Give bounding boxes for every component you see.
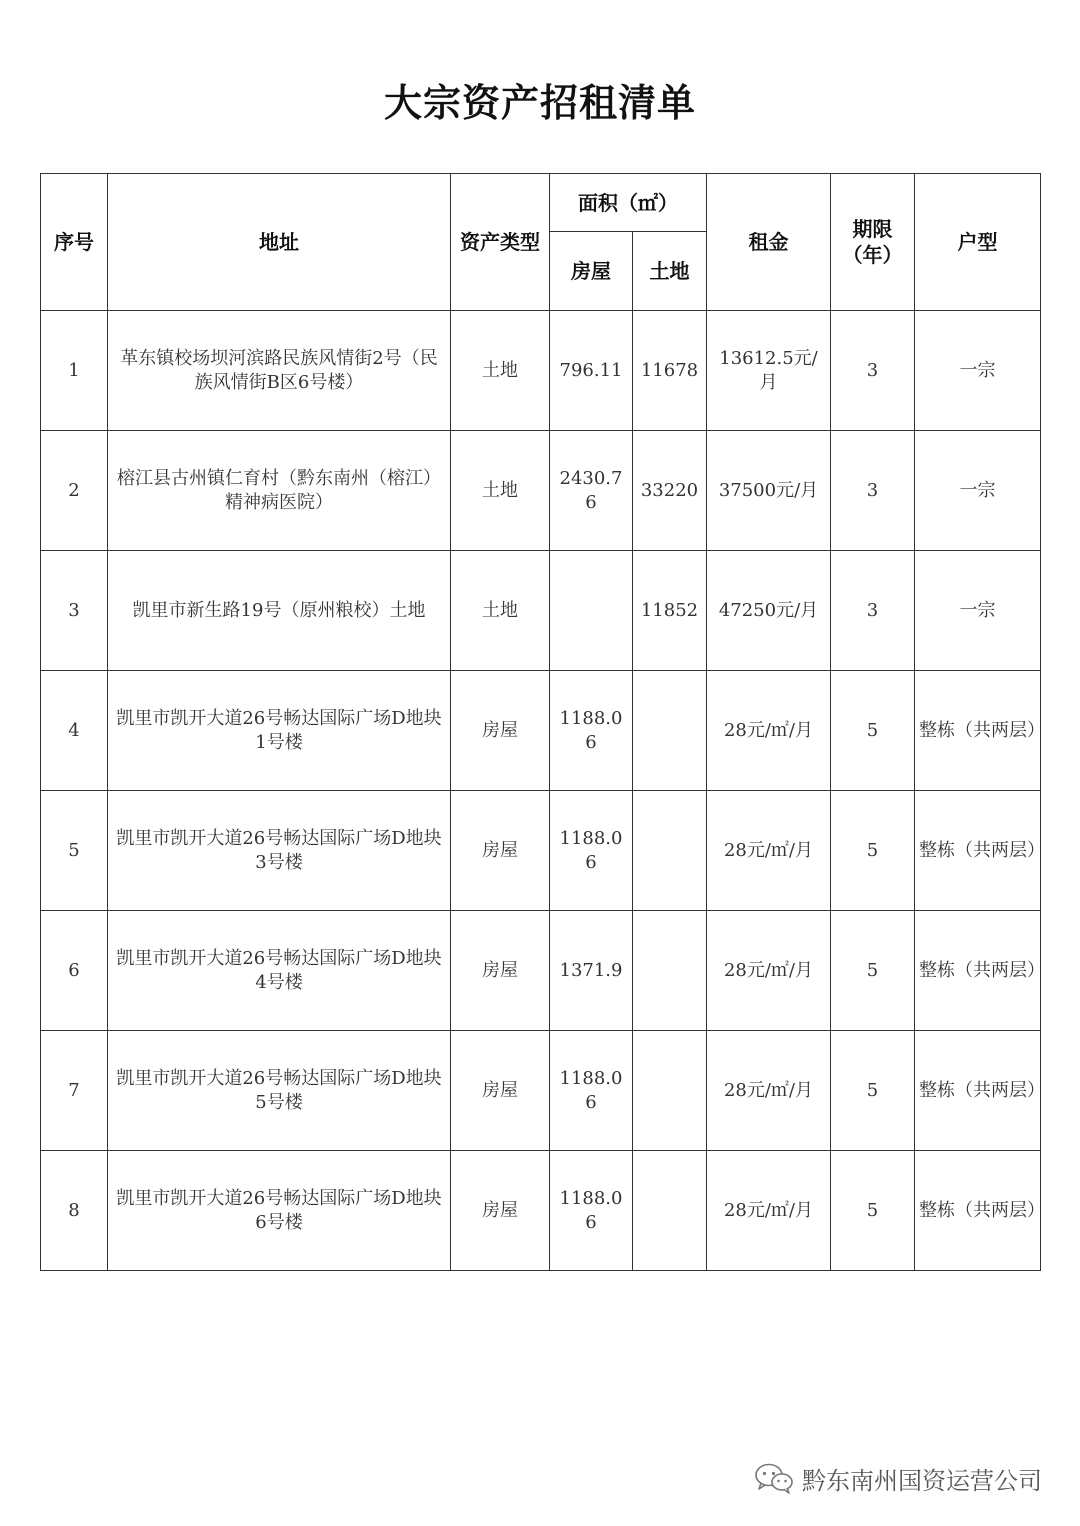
cell-term: 5 [831,911,915,1031]
cell-asset-type: 房屋 [451,1151,550,1271]
cell-area-land [633,911,707,1031]
table-row [41,671,1041,791]
cell-rent: 37500元/月 [707,431,831,551]
header-area: 面积（㎡） [550,174,707,232]
header-term: 期限（年） [831,174,915,311]
cell-unit-type: 整栋（共两层） [915,1031,1041,1151]
cell-unit-type: 一宗 [915,311,1041,431]
cell-area-house: 1371.9 [550,911,633,1031]
cell-asset-type: 土地 [451,551,550,671]
cell-unit-type: 一宗 [915,431,1041,551]
cell-address: 凯里市凯开大道26号畅达国际广场D地块6号楼 [108,1151,451,1271]
cell-term: 3 [831,431,915,551]
cell-index: 8 [41,1151,108,1271]
cell-area-house: 1188.06 [550,791,633,911]
table-row [41,1031,1041,1151]
cell-unit-type: 整栋（共两层） [915,1151,1041,1271]
cell-index: 5 [41,791,108,911]
cell-rent: 13612.5元/月 [707,311,831,431]
cell-area-land [633,1031,707,1151]
cell-address: 榕江县古州镇仁育村（黔东南州（榕江）精神病医院） [108,431,451,551]
cell-index: 7 [41,1031,108,1151]
cell-address: 凯里市凯开大道26号畅达国际广场D地块1号楼 [108,671,451,791]
cell-area-house [550,551,633,671]
cell-rent: 28元/㎡/月 [707,1151,831,1271]
header-index: 序号 [41,174,108,311]
cell-rent: 28元/㎡/月 [707,671,831,791]
cell-area-house: 2430.76 [550,431,633,551]
cell-area-land: 11852 [633,551,707,671]
cell-rent: 28元/㎡/月 [707,1031,831,1151]
cell-term: 5 [831,1031,915,1151]
table-row [41,431,1041,551]
cell-asset-type: 房屋 [451,911,550,1031]
header-rent: 租金 [707,174,831,311]
header-area-land: 土地 [633,232,707,311]
table-row [41,311,1041,431]
cell-address: 革东镇校场坝河滨路民族风情街2号（民族风情街B区6号楼） [108,311,451,431]
cell-asset-type: 房屋 [451,1031,550,1151]
cell-term: 5 [831,671,915,791]
cell-address: 凯里市新生路19号（原州粮校）土地 [108,551,451,671]
cell-index: 1 [41,311,108,431]
watermark-text: 黔东南州国资运营公司 [802,1466,1042,1495]
cell-area-land: 11678 [633,311,707,431]
cell-area-house: 796.11 [550,311,633,431]
cell-asset-type: 土地 [451,431,550,551]
cell-index: 4 [41,671,108,791]
header-unit-type: 户型 [915,174,1041,311]
cell-area-land: 33220 [633,431,707,551]
cell-area-house: 1188.06 [550,1031,633,1151]
cell-address: 凯里市凯开大道26号畅达国际广场D地块3号楼 [108,791,451,911]
cell-area-house: 1188.06 [550,1151,633,1271]
header-address: 地址 [108,174,451,311]
cell-asset-type: 房屋 [451,791,550,911]
watermark [754,1458,1042,1498]
cell-term: 3 [831,311,915,431]
cell-unit-type: 整栋（共两层） [915,671,1041,791]
cell-index: 2 [41,431,108,551]
asset-table [40,173,1045,1271]
cell-term: 3 [831,551,915,671]
cell-area-land [633,1151,707,1271]
cell-index: 3 [41,551,108,671]
cell-asset-type: 房屋 [451,671,550,791]
cell-unit-type: 整栋（共两层） [915,911,1041,1031]
cell-address: 凯里市凯开大道26号畅达国际广场D地块4号楼 [108,911,451,1031]
table-row [41,1151,1041,1271]
cell-term: 5 [831,1151,915,1271]
cell-index: 6 [41,911,108,1031]
cell-rent: 28元/㎡/月 [707,791,831,911]
header-area-house: 房屋 [550,232,633,311]
table-row [41,791,1041,911]
cell-asset-type: 土地 [451,311,550,431]
table-row [41,911,1041,1031]
cell-rent: 47250元/月 [707,551,831,671]
page-title: 大宗资产招租清单 [383,81,696,125]
wechat-icon [754,1462,794,1494]
table-row [41,551,1041,671]
cell-area-land [633,671,707,791]
cell-unit-type: 一宗 [915,551,1041,671]
cell-area-land [633,791,707,911]
header-asset-type: 资产类型 [451,174,550,311]
cell-area-house: 1188.06 [550,671,633,791]
cell-unit-type: 整栋（共两层） [915,791,1041,911]
cell-address: 凯里市凯开大道26号畅达国际广场D地块5号楼 [108,1031,451,1151]
cell-term: 5 [831,791,915,911]
cell-rent: 28元/㎡/月 [707,911,831,1031]
